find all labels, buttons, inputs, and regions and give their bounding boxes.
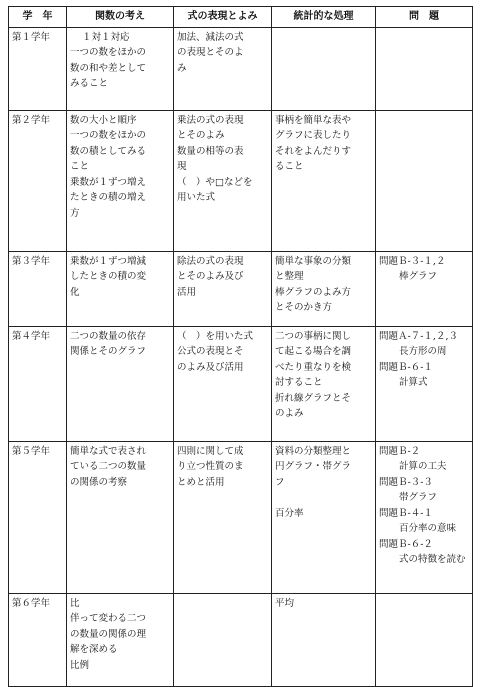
kansu-line: 化	[70, 286, 80, 298]
mondai-line: 問題Ｂ-６-１	[379, 361, 433, 373]
mondai-line: 計算の工夫	[399, 461, 447, 472]
kansu-cell	[67, 27, 174, 110]
mondai-cell	[376, 110, 473, 251]
mondai-line: 長方形の周	[399, 346, 447, 357]
toukei-line: 円グラフ・帯グラ	[275, 461, 352, 472]
header-toukei: 統計的な処理	[272, 7, 376, 28]
kansu-line: ている二つの数量	[70, 461, 147, 472]
toukei-line: 簡単な事象の分類	[275, 255, 352, 267]
toukei-line: べたり重なりを検	[275, 361, 352, 373]
toukei-line: ること	[275, 161, 304, 172]
kansu-cell	[67, 441, 174, 593]
shiki-line: 現	[177, 161, 187, 172]
shiki-line: 乗法の式の表現	[177, 114, 244, 126]
shiki-line: のよみ及び活用	[177, 361, 244, 373]
shiki-cell	[174, 593, 272, 686]
mondai-cell	[376, 326, 473, 441]
toukei-line: 資料の分類整理と	[275, 445, 352, 457]
toukei-cell	[272, 27, 376, 110]
kansu-line: たときの積の増え	[70, 192, 147, 203]
table-row	[9, 251, 473, 326]
shiki-line: とめと活用	[177, 476, 225, 488]
kansu-line: 数の大小と順序	[70, 114, 137, 126]
toukei-line: 平均	[275, 597, 295, 609]
shiki-line: み	[177, 62, 187, 74]
curriculum-table	[8, 6, 473, 687]
shiki-line: 加法、減法の式	[177, 31, 244, 43]
header-grade: 学 年	[9, 7, 67, 28]
shiki-line: の表現とそのよ	[177, 47, 244, 58]
shiki-line: （ ）を用いた式	[177, 330, 254, 342]
kansu-line: １対１対応	[82, 31, 130, 43]
mondai-line: 問題Ｂ-３-１,２	[379, 255, 446, 267]
toukei-line: 百分率	[275, 507, 304, 519]
toukei-line: 折れ線グラフとそ	[275, 392, 352, 404]
mondai-line: 問題Ｂ-２	[379, 445, 421, 457]
grade-cell: 第２学年	[9, 110, 67, 251]
shiki-line: とそのよみ及び	[177, 271, 244, 282]
kansu-line: みること	[70, 78, 109, 89]
grade-cell: 第５学年	[9, 441, 67, 593]
toukei-line: のよみ	[275, 408, 304, 419]
mondai-line: 問題Ｂ-６-２	[379, 538, 433, 550]
kansu-line: 一つの数をほかの	[70, 47, 147, 58]
kansu-cell	[67, 110, 174, 251]
mondai-line: 問題Ａ-７-１,２,３	[379, 330, 458, 342]
mondai-cell	[376, 593, 473, 686]
toukei-line: グラフに表したり	[275, 130, 352, 141]
toukei-line	[275, 490, 372, 506]
table-row	[9, 593, 473, 686]
grade-cell: 第３学年	[9, 251, 67, 326]
kansu-line: の関係の考察	[70, 476, 128, 488]
toukei-line: とそのかき方	[275, 302, 333, 313]
kansu-line: 二つの数量の依存	[70, 330, 147, 342]
grade-cell: 第１学年	[9, 27, 67, 110]
grade-cell: 第４学年	[9, 326, 67, 441]
mondai-line: 百分率の意味	[399, 523, 457, 534]
header-shiki: 式の表現とよみ	[174, 7, 272, 28]
mondai-line: 問題Ｂ-４-１	[379, 507, 433, 519]
mondai-line: 棒グラフ	[399, 271, 438, 282]
kansu-line: 解を深める	[70, 644, 118, 655]
kansu-line: こと	[70, 161, 90, 172]
toukei-line: と整理	[275, 271, 304, 282]
shiki-cell	[174, 251, 272, 326]
toukei-line: 討すること	[275, 377, 323, 388]
shiki-line: 除法の式の表現	[177, 255, 244, 267]
shiki-cell	[174, 326, 272, 441]
kansu-cell	[67, 593, 174, 686]
kansu-line: 一つの数をほかの	[70, 130, 147, 141]
table-row	[9, 326, 473, 441]
toukei-cell	[272, 326, 376, 441]
kansu-cell	[67, 326, 174, 441]
table-row	[9, 27, 473, 110]
toukei-line: て起こる場合を調	[275, 346, 352, 357]
kansu-line: 簡単な式で表され	[70, 445, 147, 457]
shiki-line: り立つ性質のま	[177, 461, 244, 472]
header-kansu: 関数の考え	[67, 7, 174, 28]
kansu-line: の数量の関係の理	[70, 628, 147, 640]
table-row	[9, 441, 473, 593]
mondai-cell	[376, 27, 473, 110]
header-row	[9, 7, 473, 28]
shiki-line: 活用	[177, 286, 197, 298]
shiki-line: （ ）や□などを	[177, 176, 253, 188]
toukei-line: 棒グラフのよみ方	[275, 286, 352, 298]
shiki-line: とそのよみ	[177, 130, 225, 141]
mondai-cell	[376, 251, 473, 326]
kansu-line: 数の積としてみる	[70, 145, 147, 157]
kansu-line: したときの積の変	[70, 271, 147, 282]
kansu-line: 乗数が１ずつ増え	[70, 176, 147, 188]
table-row	[9, 110, 473, 251]
shiki-line: 公式の表現とそ	[177, 346, 244, 357]
shiki-line: 用いた式	[177, 192, 216, 203]
kansu-line: 関係とそのグラフ	[70, 346, 147, 357]
kansu-line: 方	[70, 207, 80, 219]
toukei-cell	[272, 251, 376, 326]
kansu-cell	[67, 251, 174, 326]
toukei-line: 二つの事柄に関し	[275, 330, 352, 342]
toukei-cell	[272, 593, 376, 686]
toukei-cell	[272, 441, 376, 593]
mondai-line: 帯グラフ	[399, 492, 438, 503]
shiki-cell	[174, 27, 272, 110]
kansu-line: 乗数が１ずつ増減	[70, 255, 147, 267]
kansu-line: 比	[70, 597, 80, 609]
shiki-cell	[174, 110, 272, 251]
grade-cell: 第６学年	[9, 593, 67, 686]
mondai-line: 計算式	[399, 377, 428, 388]
shiki-line: 数量の相等の表	[177, 145, 244, 157]
header-mondai: 問 題	[376, 7, 473, 28]
toukei-cell	[272, 110, 376, 251]
kansu-line: 伴って変わる二つ	[70, 613, 147, 624]
mondai-cell	[376, 441, 473, 593]
kansu-line: 数の和や差として	[70, 62, 147, 74]
mondai-line: 問題Ｂ-３-３	[379, 476, 433, 488]
toukei-line: 事柄を簡単な表や	[275, 114, 352, 126]
toukei-line: フ	[275, 476, 285, 488]
shiki-line: 四則に関して成	[177, 445, 244, 457]
shiki-cell	[174, 441, 272, 593]
mondai-line: 式の特徴を読む	[399, 554, 466, 565]
toukei-line: それをよんだりす	[275, 145, 352, 157]
kansu-line: 比例	[70, 659, 90, 671]
